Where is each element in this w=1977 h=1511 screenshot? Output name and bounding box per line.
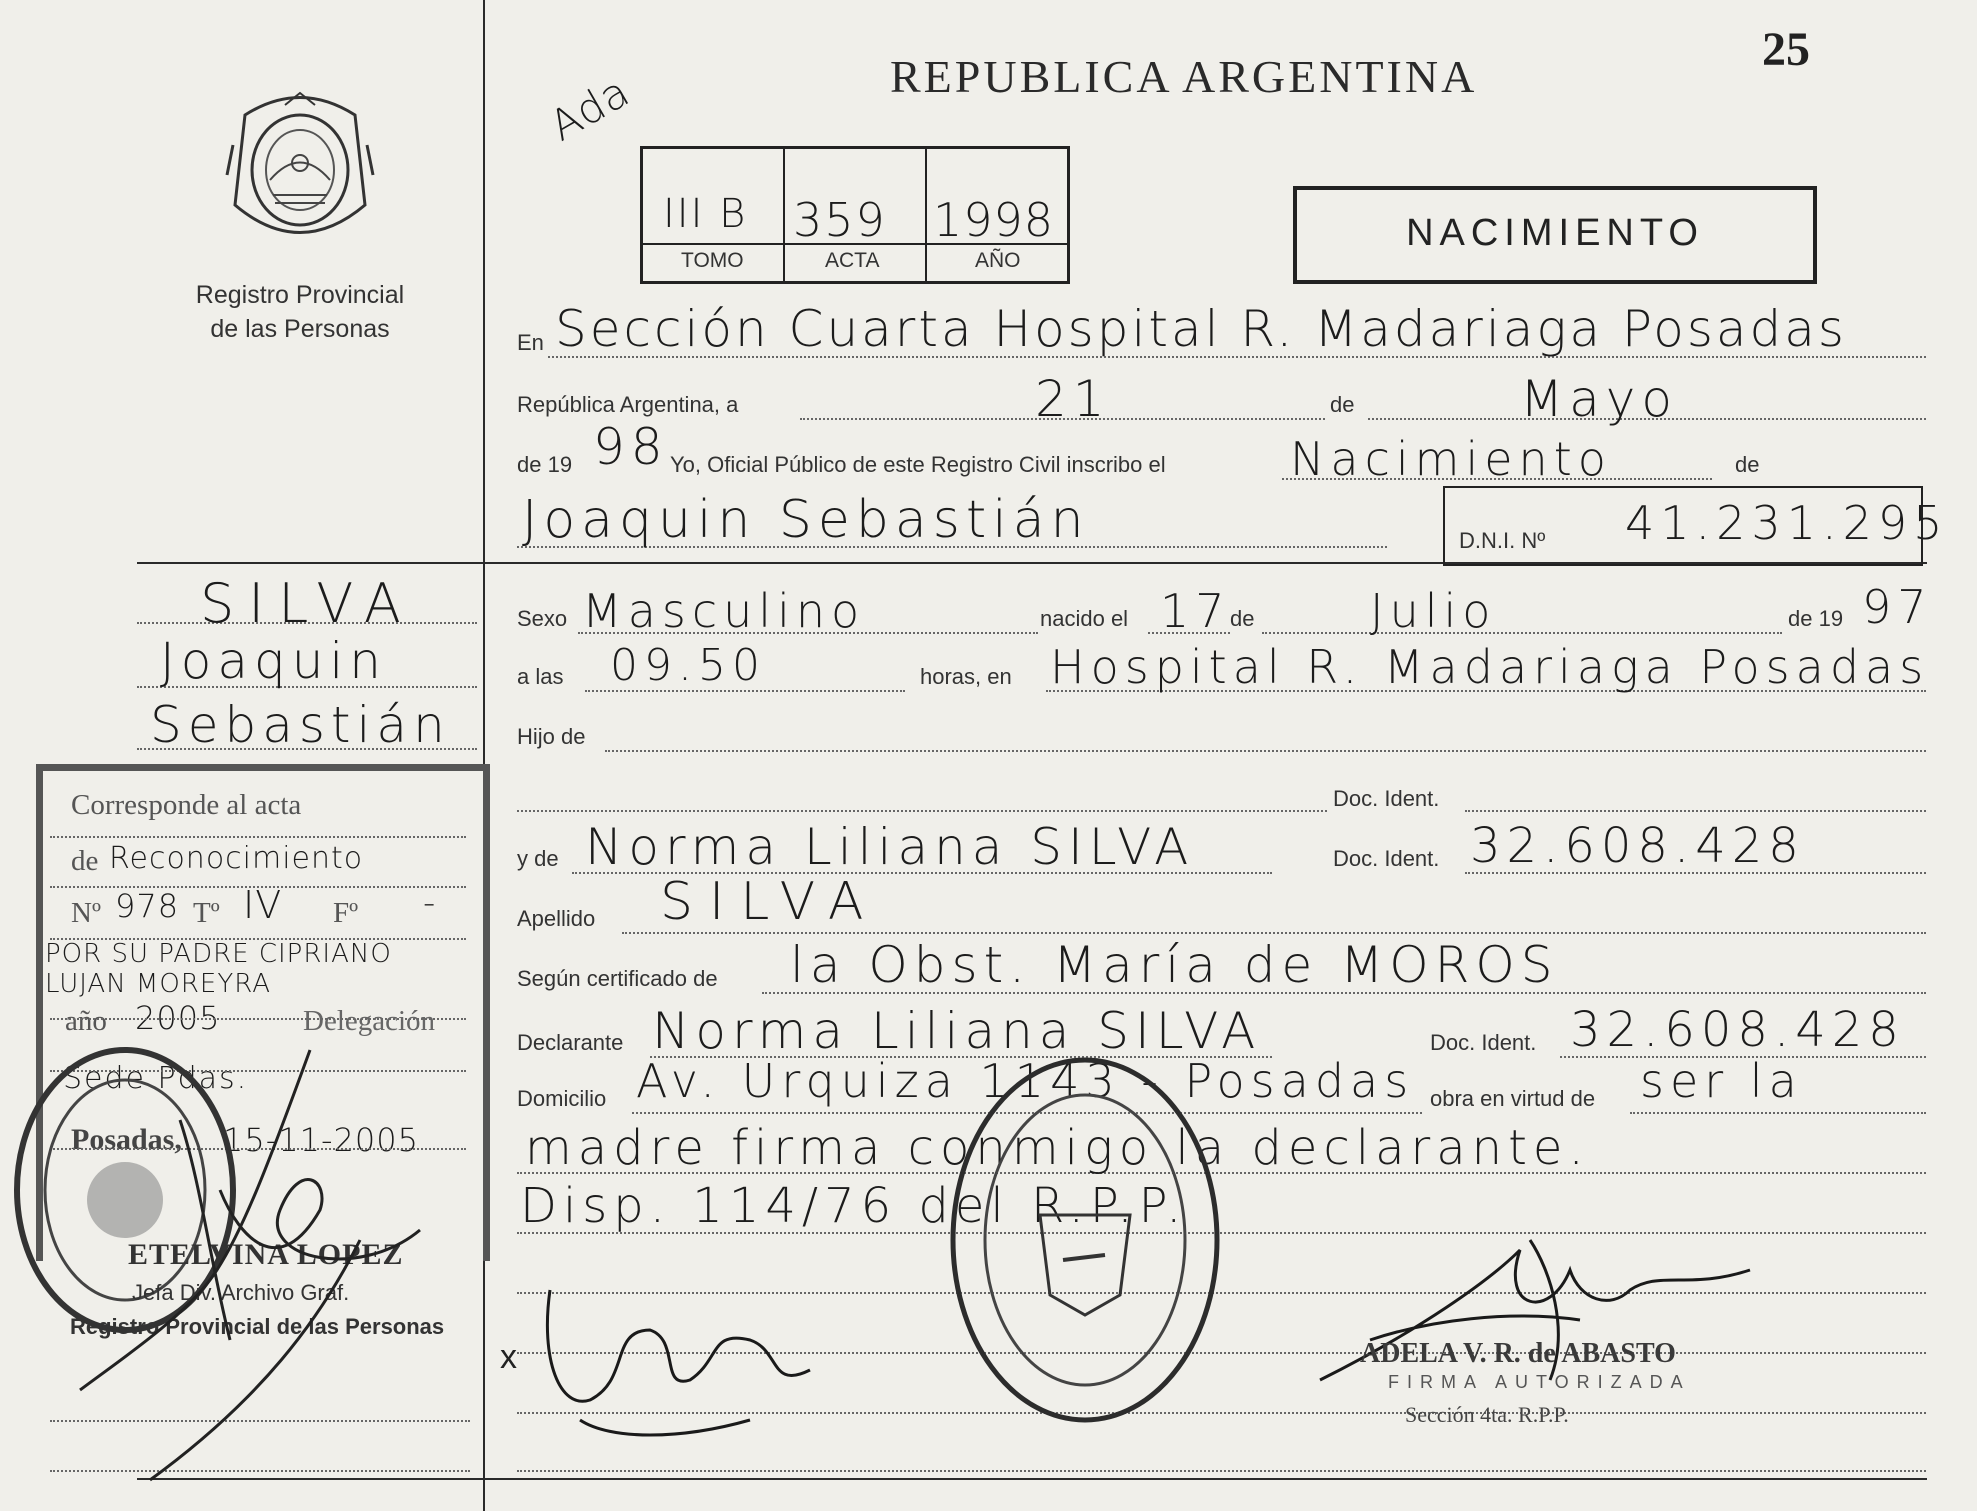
en-value: Sección Cuarta Hospital R. Madariaga Posadas xyxy=(555,300,1847,358)
segun-value: la Obst. María de MOROS xyxy=(790,936,1559,994)
annotation-fo-value: - xyxy=(423,883,442,923)
anio-value: 1998 xyxy=(933,193,1055,247)
annotation-delegacion-label: Delegación xyxy=(303,1005,436,1037)
nac-year-prefix: de 19 xyxy=(1788,606,1844,631)
signer-name: ADELA V. R. de ABASTO xyxy=(1360,1338,1676,1369)
margin-note: Ada xyxy=(541,66,639,151)
tomo-value: III B xyxy=(663,191,748,237)
official-role: Jefa Div. Archivo Graf. xyxy=(132,1280,350,1305)
nombre-value: Joaquin Sebastián xyxy=(522,490,1090,550)
obra-value: ser la xyxy=(1640,1054,1803,1108)
acta-value: 359 xyxy=(793,193,887,247)
signer-section: Sección 4ta. R.P.P. xyxy=(1405,1402,1569,1427)
x-mark: x xyxy=(500,1338,517,1376)
day-value: 21 xyxy=(1035,370,1111,428)
y-de-label: y de xyxy=(517,846,559,871)
registry-line-2: de las Personas xyxy=(210,315,390,343)
decl-doc-label: Doc. Ident. xyxy=(1430,1030,1537,1055)
dni-label: D.N.I. Nº xyxy=(1459,528,1546,553)
madre-doc-value: 32.608.428 xyxy=(1470,818,1805,874)
annotation-fecha: 15-11-2005 xyxy=(223,1121,419,1159)
inscribe-text: Yo, Oficial Público de este Registro Civil inscribo el xyxy=(670,452,1166,477)
de-label-3: de xyxy=(1230,606,1255,631)
year-value: 98 xyxy=(593,418,669,476)
lugar-value: Hospital R. Madariaga Posadas xyxy=(1050,640,1930,694)
signer-role: FIRMA AUTORIZADA xyxy=(1388,1372,1691,1392)
nac-year: 97 xyxy=(1862,580,1933,634)
sexo-label: Sexo xyxy=(517,606,568,631)
annotation-fo-label: Fº xyxy=(333,897,359,929)
official-name: ETELVINA LOPEZ xyxy=(128,1238,404,1271)
document-type: NACIMIENTO xyxy=(1406,212,1704,254)
anio-label: AÑO xyxy=(975,249,1021,272)
declarante-value: Norma Liliana SILVA xyxy=(652,1002,1262,1060)
annotation-note: POR SU PADRE CIPRIANO LUJAN MOREYRA xyxy=(45,939,392,999)
annotation-posadas-label: Posadas, xyxy=(71,1123,182,1156)
record-box xyxy=(640,146,1070,284)
en-label: En xyxy=(517,330,544,355)
nac-day: 17 xyxy=(1160,584,1231,638)
obra-label: obra en virtud de xyxy=(1430,1086,1596,1111)
annotation-de-value: Reconocimiento xyxy=(109,841,364,876)
de-label-2: de xyxy=(1735,452,1760,477)
apellido-label: Apellido xyxy=(517,906,596,931)
left-surname: SILVA xyxy=(200,572,415,635)
dni-box xyxy=(1443,486,1949,566)
official-org: Registro Provincial de las Personas xyxy=(70,1314,445,1339)
province-seal-icon xyxy=(225,85,375,250)
segun-label: Según certificado de xyxy=(517,966,718,991)
page-number: 25 xyxy=(1762,23,1810,76)
decl-doc-value: 32.608.428 xyxy=(1570,1002,1905,1058)
left-given-1: Joaquin xyxy=(160,632,387,690)
annotation-corresponde: Corresponde al acta xyxy=(71,789,302,821)
inscribe-value: Nacimiento xyxy=(1290,432,1612,486)
annotation-no-value: 978 xyxy=(115,887,180,925)
madre-doc-label: Doc. Ident. xyxy=(1333,846,1440,871)
horas-label: horas, en xyxy=(920,664,1012,689)
annotation-to-value: IV xyxy=(243,883,283,927)
annotation-no-label: Nº xyxy=(71,897,101,929)
extra-line-2: Disp. 114/76 del R.P.P. xyxy=(520,1178,1188,1234)
de-label: de xyxy=(1330,392,1355,417)
dni-value: 41.231.295 xyxy=(1625,496,1949,550)
registry-line-1: Registro Provincial xyxy=(195,281,405,309)
apellido-value: SILVA xyxy=(660,872,880,932)
annotation-anio-value: 2005 xyxy=(135,999,221,1037)
central-circular-stamp-icon xyxy=(945,1050,1225,1430)
column-divider xyxy=(483,0,485,1511)
declarante-label: Declarante xyxy=(517,1030,624,1055)
sexo-value: Masculino xyxy=(582,584,866,638)
hora-value: 09.50 xyxy=(610,640,766,691)
annotation-de-label: de xyxy=(71,845,99,877)
alas-label: a las xyxy=(517,664,564,689)
domicilio-label: Domicilio xyxy=(517,1086,607,1111)
nac-month: Julio xyxy=(1370,584,1497,638)
month-value: Mayo xyxy=(1520,370,1678,428)
declarant-signature-icon xyxy=(520,1270,820,1450)
registry-name xyxy=(150,278,450,346)
annotation-anio-label: año xyxy=(65,1005,107,1037)
domicilio-value: Av. Urquiza 1143 - Posadas xyxy=(636,1054,1415,1108)
left-given-2: Sebastián xyxy=(150,696,451,754)
doc-ident-label: Doc. Ident. xyxy=(1333,786,1440,811)
madre-value: Norma Liliana SILVA xyxy=(585,818,1195,876)
extra-line-1: madre firma conmigo la declarante. xyxy=(525,1120,1590,1176)
left-signature-icon xyxy=(60,1040,480,1490)
tomo-label: TOMO xyxy=(681,249,744,272)
acta-label: ACTA xyxy=(825,249,880,272)
document-type-box xyxy=(1293,186,1817,284)
hijo-label: Hijo de xyxy=(517,724,586,749)
annotation-to-label: Tº xyxy=(193,897,220,929)
nacido-label: nacido el xyxy=(1040,606,1129,631)
annotation-delegacion-value: Sede Pdas. xyxy=(63,1061,249,1096)
country-title: REPUBLICA ARGENTINA xyxy=(890,51,1478,102)
year-prefix: de 19 xyxy=(517,452,573,477)
republica-label: República Argentina, a xyxy=(517,392,739,417)
